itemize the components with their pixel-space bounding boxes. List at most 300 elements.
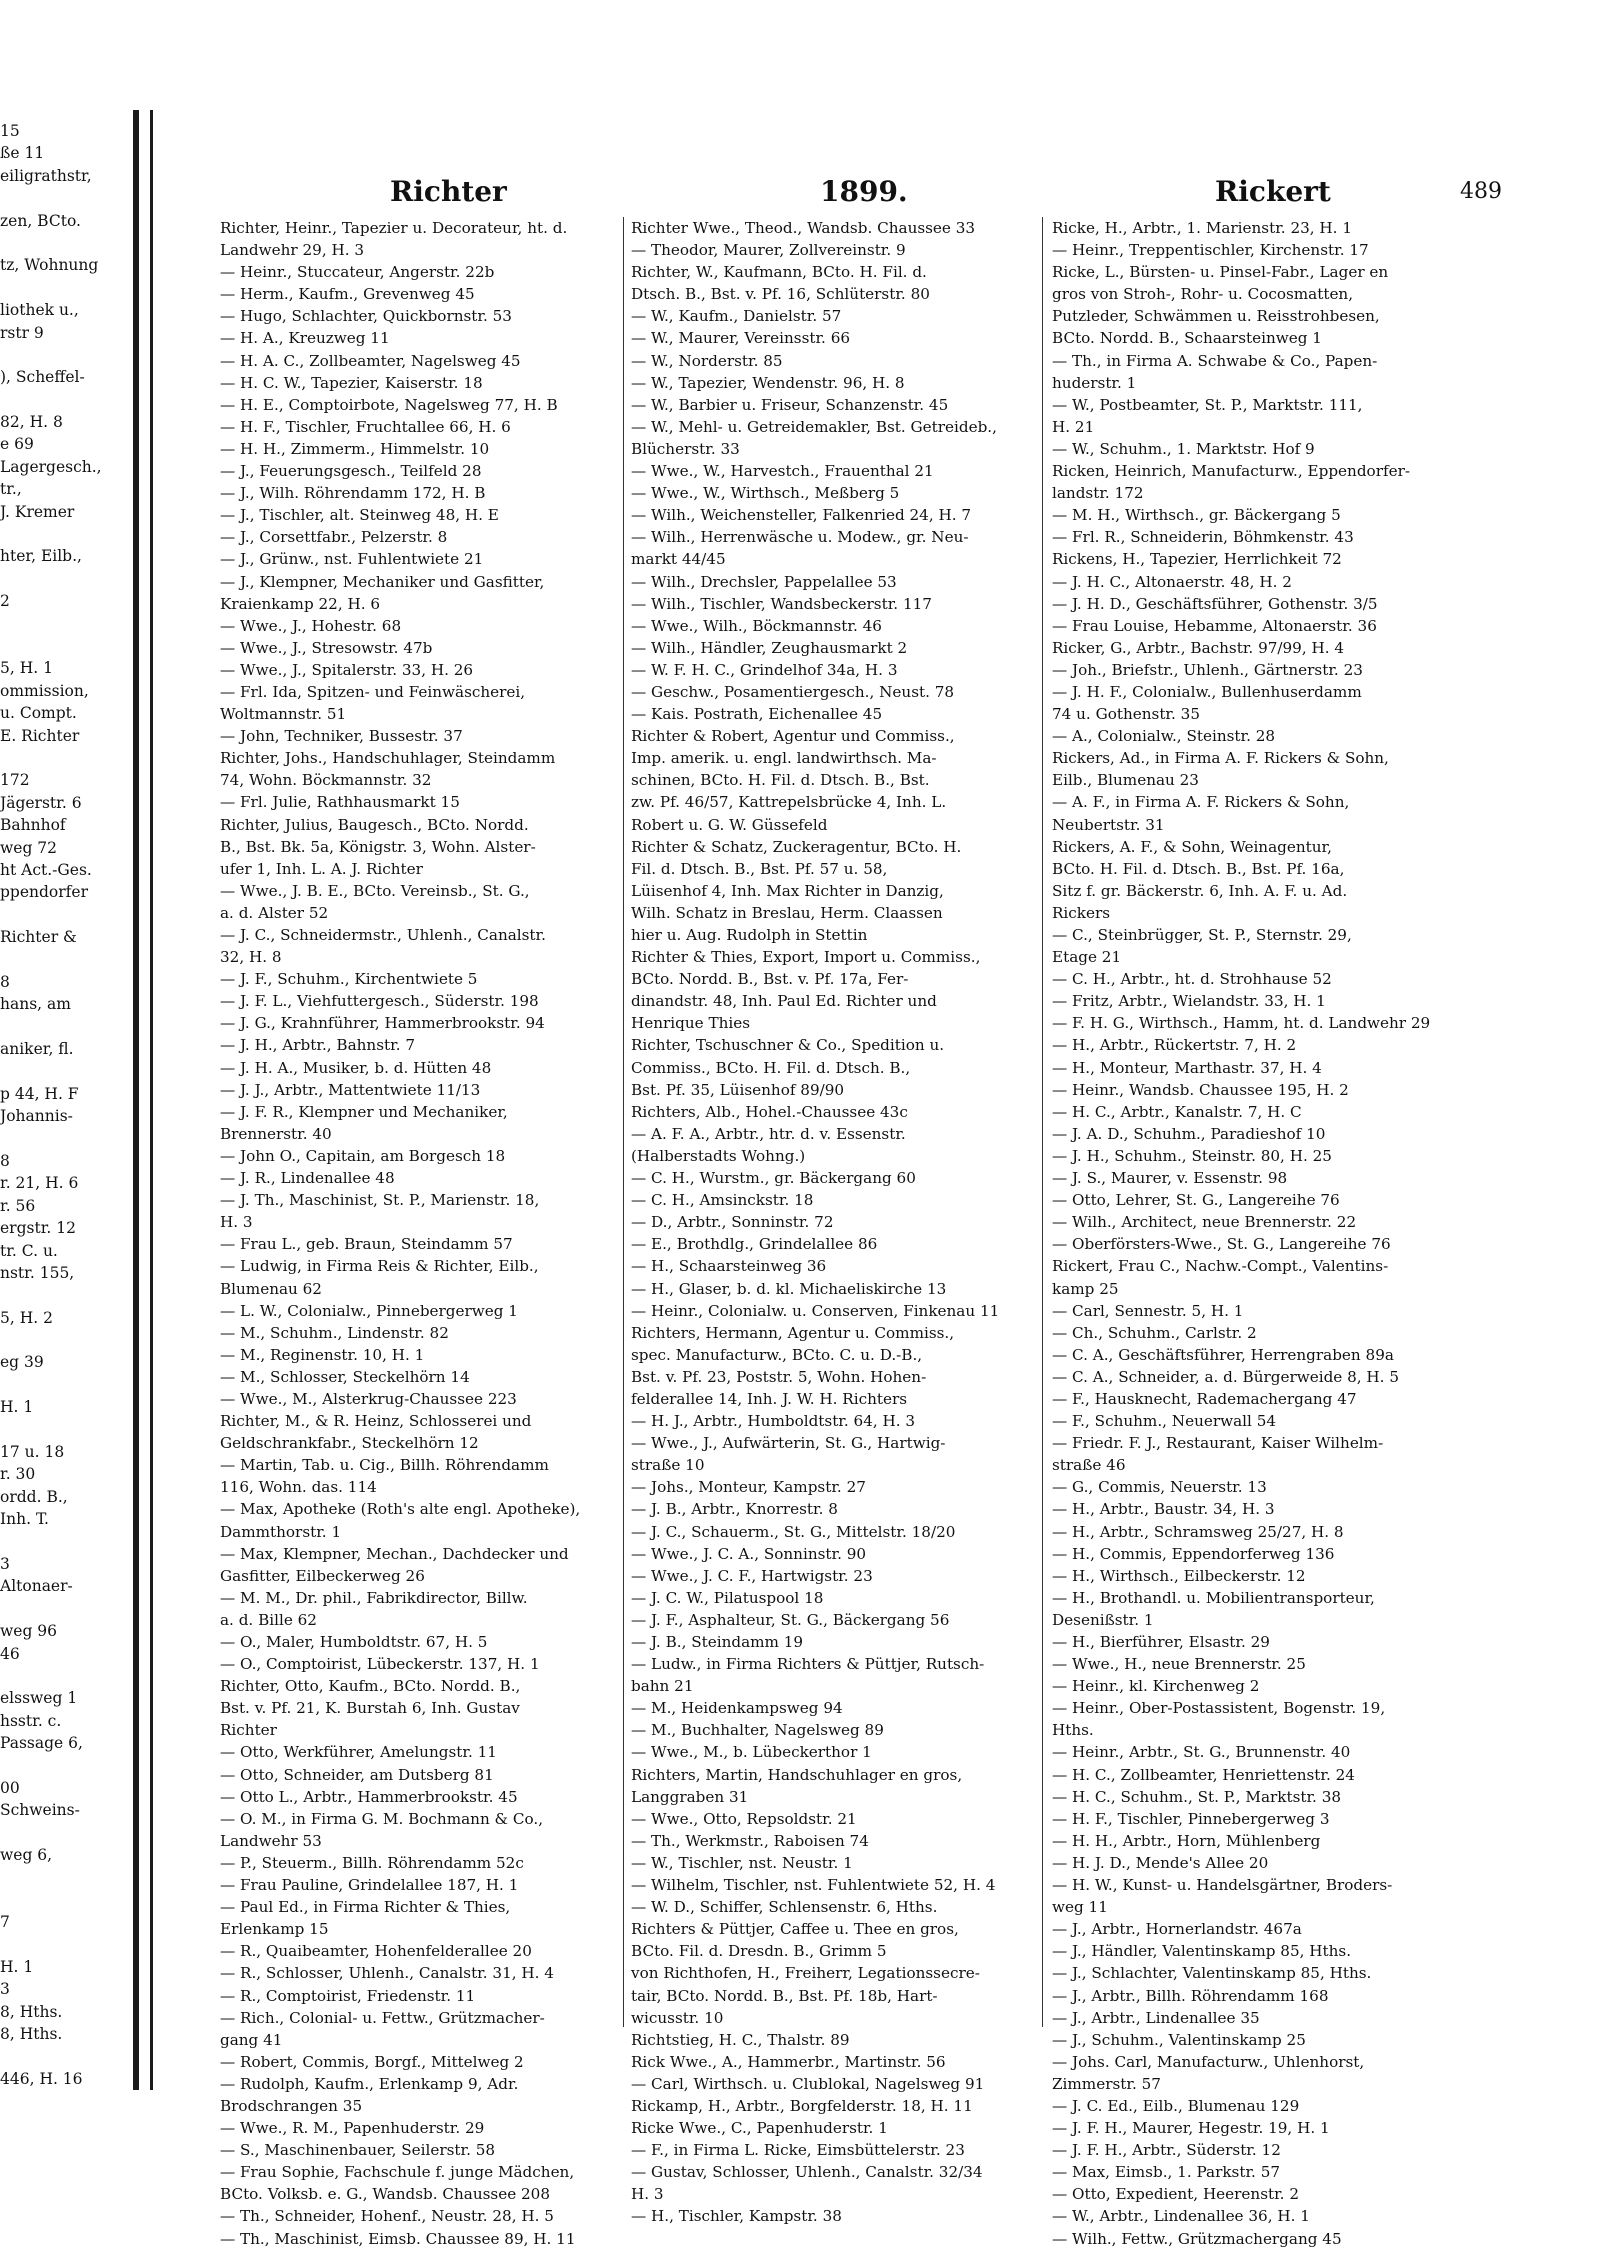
- column-rule: [623, 217, 624, 2027]
- directory-entry-line: — H. A., Kreuzweg 11: [220, 329, 390, 348]
- directory-entry-line: Rickers, A. F., & Sohn, Weinagentur,: [1052, 837, 1332, 856]
- directory-entry-line: landstr. 172: [1052, 484, 1144, 503]
- directory-entry-line: — M., Schlosser, Steckelhörn 14: [220, 1367, 470, 1386]
- directory-entry-line: — Wwe., J., Hohestr. 68: [220, 616, 402, 635]
- directory-entry-line: — J. J., Arbtr., Mattentwiete 11/13: [220, 1080, 481, 1099]
- directory-entry-line: — Carl, Sennestr. 5, H. 1: [1052, 1301, 1244, 1320]
- directory-entry-line: Bst. v. Pf. 23, Poststr. 5, Wohn. Hohen-: [631, 1367, 927, 1386]
- directory-entry-line: — J., Feuerungsgesch., Teilfeld 28: [220, 462, 482, 481]
- directory-entry-line: H. 3: [220, 1213, 253, 1232]
- directory-entry-line: Richter Wwe., Theod., Wandsb. Chaussee 33: [631, 219, 976, 237]
- directory-entry-line: Desenißstr. 1: [1052, 1610, 1154, 1629]
- edge-text-line: [0, 232, 60, 254]
- directory-entry-line: — J. H. D., Geschäftsführer, Gothenstr. 3/5: [1052, 594, 1378, 613]
- directory-entry-line: Richter, W., Kaufmann, BCto. H. Fil. d.: [631, 263, 927, 282]
- directory-entry-line: — Heinr., Treppentischler, Kirchenstr. 17: [1052, 241, 1369, 260]
- directory-entry-line: — M., Schuhm., Lindenstr. 82: [220, 1323, 449, 1342]
- directory-entry-line: — W., Tischler, nst. Neustr. 1: [631, 1853, 853, 1872]
- column-1: [220, 217, 613, 2248]
- edge-text-line: ), Scheffel-: [0, 368, 85, 387]
- directory-entry-line: — Robert, Commis, Borgf., Mittelweg 2: [220, 2052, 524, 2071]
- edge-text-line: [0, 1128, 60, 1150]
- directory-entry-line: — Heinr., Stuccateur, Angerstr. 22b: [220, 263, 495, 282]
- edge-text-line: [0, 277, 60, 299]
- directory-entry-line: — E., Brothdlg., Grindelallee 86: [631, 1235, 878, 1254]
- directory-entry-line: Rickert, Frau C., Nachw.-Compt., Valentins-: [1052, 1257, 1389, 1276]
- edge-text-line: nstr. 155,: [0, 1263, 75, 1282]
- directory-entry-line: — M. H., Wirthsch., gr. Bäckergang 5: [1052, 506, 1341, 525]
- directory-entry-line: straße 10: [631, 1456, 705, 1475]
- edge-text-line: 172: [0, 771, 30, 790]
- directory-entry-line: — J. S., Maurer, v. Essenstr. 98: [1052, 1169, 1288, 1188]
- directory-entry-line: Henrique Thies: [631, 1014, 751, 1033]
- directory-entry-line: — J., Grünw., nst. Fuhlentwiete 21: [220, 550, 484, 569]
- directory-entry-line: Blumenau 62: [220, 1279, 322, 1298]
- directory-entry-line: — H., Tischler, Kampstr. 38: [631, 2207, 842, 2226]
- directory-entry-line: — J. C., Schauerm., St. G., Mittelstr. 18/20: [631, 1522, 956, 1541]
- edge-text-line: Inh. T.: [0, 1510, 49, 1529]
- directory-entry-line: — Frau Pauline, Grindelallee 187, H. 1: [220, 1876, 519, 1895]
- directory-entry-line: Langgraben 31: [631, 1787, 749, 1806]
- edge-text-line: [0, 1822, 60, 1844]
- directory-entry-line: Richter, Julius, Baugesch., BCto. Nordd.: [220, 815, 529, 834]
- directory-entry-line: Ricken, Heinrich, Manufacturw., Eppendorfer-: [1052, 462, 1410, 481]
- directory-entry-line: — J. B., Arbtr., Knorrestr. 8: [631, 1500, 838, 1519]
- directory-entry-line: — J. H. A., Musiker, b. d. Hütten 48: [220, 1058, 492, 1077]
- directory-entry-line: — Frl. Ida, Spitzen- und Feinwäscherei,: [220, 682, 526, 701]
- edge-text-line: r. 56: [0, 1196, 36, 1215]
- directory-entry-line: — J. F. L., Viehfuttergesch., Süderstr. 198: [220, 992, 539, 1011]
- directory-entry-line: — Max, Apotheke (Roth's alte engl. Apotheke),: [220, 1500, 581, 1519]
- directory-entry-line: Richters, Hermann, Agentur u. Commiss.,: [631, 1323, 955, 1342]
- directory-entry-line: huderstr. 1: [1052, 373, 1137, 392]
- directory-entry-line: — H., Brothandl. u. Mobilientransporteur,: [1052, 1588, 1375, 1607]
- directory-entry-line: weg 11: [1052, 1898, 1108, 1917]
- directory-entry-line: — W., Maurer, Vereinsstr. 66: [631, 329, 851, 348]
- edge-text-line: [0, 635, 60, 657]
- edge-text-line: 446, H. 16: [0, 2069, 83, 2088]
- directory-entry-line: — A. F. A., Arbtr., htr. d. v. Essenstr.: [631, 1124, 906, 1143]
- directory-entry-line: — Frau Louise, Hebamme, Altonaerstr. 36: [1052, 616, 1377, 635]
- directory-entry-line: — F., in Firma L. Ricke, Eimsbüttelerstr. 23: [631, 2141, 965, 2160]
- directory-entry-line: — J., Arbtr., Hornerlandstr. 467a: [1052, 1920, 1302, 1939]
- edge-text-line: elssweg 1: [0, 1689, 78, 1708]
- edge-text-line: [0, 1598, 60, 1620]
- directory-entry-line: — J. Th., Maschinist, St. P., Marienstr. 18,: [220, 1191, 540, 1210]
- directory-entry-line: — Theodor, Maurer, Zollvereinstr. 9: [631, 241, 906, 260]
- directory-entry-line: Commiss., BCto. H. Fil. d. Dtsch. B.,: [631, 1058, 911, 1077]
- directory-entry-line: — Wilhelm, Tischler, nst. Fuhlentwiete 52, H. 4: [631, 1876, 996, 1895]
- directory-entry-line: — Max, Eimsb., 1. Parkstr. 57: [1052, 2163, 1281, 2182]
- directory-entry-line: — W., Kaufm., Danielstr. 57: [631, 307, 842, 326]
- edge-text-line: [0, 1016, 60, 1038]
- directory-entry-line: — J. F. H., Maurer, Hegestr. 19, H. 1: [1052, 2119, 1330, 2138]
- directory-entry-line: kamp 25: [1052, 1279, 1119, 1298]
- page-header: [220, 175, 1502, 215]
- directory-entry-line: BCto. H. Fil. d. Dtsch. B., Bst. Pf. 16a,: [1052, 859, 1345, 878]
- directory-entry-line: — Frl. Julie, Rathhausmarkt 15: [220, 793, 460, 812]
- directory-entry-line: felderallee 14, Inh. J. W. H. Richters: [631, 1389, 908, 1408]
- directory-entry-line: BCto. Nordd. B., Bst. v. Pf. 17a, Fer-: [631, 970, 909, 989]
- directory-entry-line: — M. M., Dr. phil., Fabrikdirector, Billw.: [220, 1588, 528, 1607]
- directory-entry-line: — J. H., Arbtr., Bahnstr. 7: [220, 1036, 416, 1055]
- edge-text-line: [0, 613, 60, 635]
- directory-entry-line: — Rich., Colonial- u. Fettw., Grützmacher-: [220, 2008, 545, 2027]
- directory-entry-line: Imp. amerik. u. engl. landwirthsch. Ma-: [631, 749, 937, 768]
- directory-entry-line: Rick Wwe., A., Hammerbr., Martinstr. 56: [631, 2052, 946, 2071]
- directory-entry-line: — A., Colonialw., Steinstr. 28: [1052, 727, 1276, 746]
- directory-entry-line: — Wilh., Händler, Zeughausmarkt 2: [631, 638, 908, 657]
- edge-text-line: 8: [0, 972, 10, 991]
- edge-text-line: r. 30: [0, 1465, 36, 1484]
- directory-entry-line: — John, Techniker, Bussestr. 37: [220, 727, 463, 746]
- directory-entry-line: zw. Pf. 46/57, Kattrepelsbrücke 4, Inh. L.: [631, 793, 947, 812]
- directory-entry-line: — J. C. Ed., Eilb., Blumenau 129: [1052, 2096, 1300, 2115]
- directory-entry-line: — Wwe., W., Harvestch., Frauenthal 21: [631, 462, 934, 481]
- directory-entry-line: — Frau Sophie, Fachschule f. junge Mädchen,: [220, 2163, 575, 2182]
- directory-entry-line: — C. H., Arbtr., ht. d. Strohhause 52: [1052, 970, 1332, 989]
- directory-entry-line: — C. A., Geschäftsführer, Herrengraben 89a: [1052, 1345, 1394, 1364]
- directory-entry-line: Ricker, G., Arbtr., Bachstr. 97/99, H. 4: [1052, 638, 1345, 657]
- directory-entry-line: — J. F., Asphalteur, St. G., Bäckergang 56: [631, 1610, 950, 1629]
- edge-text-line: hsstr. c.: [0, 1711, 62, 1730]
- edge-text-line: J. Kremer: [0, 502, 75, 521]
- directory-entry-line: Dammthorstr. 1: [220, 1522, 342, 1541]
- directory-entry-line: — H. F., Tischler, Pinnebergerweg 3: [1052, 1809, 1330, 1828]
- directory-entry-line: — H., Schaarsteinweg 36: [631, 1257, 827, 1276]
- directory-entry-line: — C. H., Wurstm., gr. Bäckergang 60: [631, 1169, 916, 1188]
- directory-entry-line: Richter, Heinr., Tapezier u. Decorateur, ht. d.: [220, 219, 568, 237]
- directory-entry-line: gang 41: [220, 2030, 283, 2049]
- edge-text-line: tz, Wohnung: [0, 256, 99, 275]
- header-left-catchword: Richter: [390, 175, 507, 208]
- directory-entry-line: Richters, Martin, Handschuhlager en gros,: [631, 1765, 963, 1784]
- directory-entry-line: — J., Corsettfabr., Pelzerstr. 8: [220, 528, 448, 547]
- directory-entry-line: — Wwe., R. M., Papenhuderstr. 29: [220, 2119, 485, 2138]
- edge-text-line: 17 u. 18: [0, 1443, 65, 1462]
- directory-entry-line: Rickens, H., Tapezier, Herrlichkeit 72: [1052, 550, 1342, 569]
- edge-text-line: [0, 389, 60, 411]
- directory-entry-line: — W., Arbtr., Lindenallee 36, H. 1: [1052, 2207, 1310, 2226]
- directory-entry-line: Landwehr 53: [220, 1831, 322, 1850]
- directory-entry-line: Richtstieg, H. C., Thalstr. 89: [631, 2030, 850, 2049]
- directory-entry-line: — H. H., Arbtr., Horn, Mühlenberg: [1052, 1831, 1321, 1850]
- directory-entry-line: — J. C., Schneidermstr., Uhlenh., Canalstr.: [220, 926, 546, 944]
- column-2: [631, 217, 1031, 2226]
- directory-entry-line: Woltmannstr. 51: [220, 705, 347, 724]
- directory-entry-line: — O., Maler, Humboldtstr. 67, H. 5: [220, 1633, 488, 1651]
- edge-text-line: hter, Eilb.,: [0, 547, 82, 566]
- directory-entry-line: — F., Schuhm., Neuerwall 54: [1052, 1412, 1277, 1431]
- edge-text-line: 7: [0, 1913, 10, 1932]
- directory-entry-line: — M., Buchhalter, Nagelsweg 89: [631, 1721, 884, 1740]
- directory-entry-line: hier u. Aug. Rudolph in Stettin: [631, 926, 868, 944]
- directory-entry-line: — H., Arbtr., Rückertstr. 7, H. 2: [1052, 1036, 1297, 1055]
- directory-entry-line: — C., Steinbrügger, St. P., Sternstr. 29,: [1052, 926, 1352, 944]
- directory-entry-line: 74, Wohn. Böckmannstr. 32: [220, 771, 432, 790]
- directory-entry-line: — Fritz, Arbtr., Wielandstr. 33, H. 1: [1052, 992, 1326, 1011]
- directory-entry-line: — W., Barbier u. Friseur, Schanzenstr. 45: [631, 395, 949, 414]
- directory-entry-line: — H. C. W., Tapezier, Kaiserstr. 18: [220, 373, 483, 392]
- edge-text-line: hans, am: [0, 995, 71, 1014]
- directory-entry-line: — Wwe., J. B. E., BCto. Vereinsb., St. G.,: [220, 881, 530, 900]
- directory-entry-line: — H. W., Kunst- u. Handelsgärtner, Broders-: [1052, 1876, 1393, 1895]
- directory-entry-line: Erlenkamp 15: [220, 1920, 329, 1939]
- directory-entry-line: — W., Schuhm., 1. Marktstr. Hof 9: [1052, 439, 1315, 458]
- edge-text-line: 2: [0, 592, 10, 611]
- edge-text-line: ordd. B.,: [0, 1487, 68, 1506]
- directory-entry-line: — Ludwig, in Firma Reis & Richter, Eilb.,: [220, 1257, 539, 1276]
- edge-text-line: 5, H. 2: [0, 1308, 53, 1327]
- directory-entry-line: Putzleder, Schwämmen u. Reisstrohbesen,: [1052, 307, 1380, 326]
- directory-entry-line: — Wwe., Wilh., Böckmannstr. 46: [631, 616, 882, 635]
- directory-entry-line: — Kais. Postrath, Eichenallee 45: [631, 705, 883, 724]
- directory-entry-line: — C. H., Amsinckstr. 18: [631, 1191, 814, 1210]
- edge-text-line: 8: [0, 1151, 10, 1170]
- directory-entry-line: bahn 21: [631, 1677, 694, 1696]
- directory-entry-line: — W., Norderstr. 85: [631, 351, 783, 370]
- directory-entry-line: a. d. Alster 52: [220, 903, 329, 922]
- edge-text-line: H. 1: [0, 1398, 34, 1417]
- directory-entry-line: — J., Tischler, alt. Steinweg 48, H. E: [220, 506, 499, 525]
- edge-text-line: 5, H. 1: [0, 659, 53, 678]
- directory-entry-line: — S., Maschinenbauer, Seilerstr. 58: [220, 2141, 496, 2160]
- directory-entry-line: — Joh., Briefstr., Uhlenh., Gärtnerstr. 23: [1052, 660, 1363, 679]
- edge-text-line: 15: [0, 122, 20, 140]
- directory-entry-line: — O., Comptoirist, Lübeckerstr. 137, H. 1: [220, 1655, 540, 1674]
- directory-entry-line: — H. J. D., Mende's Allee 20: [1052, 1853, 1269, 1872]
- directory-entry-line: schinen, BCto. H. Fil. d. Dtsch. B., Bst.: [631, 771, 930, 790]
- directory-entry-line: Brodschrangen 35: [220, 2096, 363, 2115]
- edge-text-line: zen, BCto.: [0, 211, 81, 230]
- directory-entry-line: Richter, Johs., Handschuhlager, Steindamm: [220, 749, 556, 768]
- edge-text-line: liothek u.,: [0, 301, 79, 320]
- directory-entry-line: — R., Quaibeamter, Hohenfelderallee 20: [220, 1942, 532, 1961]
- edge-text-line: weg 96: [0, 1622, 58, 1641]
- directory-entry-line: — A. F., in Firma A. F. Rickers & Sohn,: [1052, 793, 1350, 812]
- directory-entry-line: — H., Arbtr., Baustr. 34, H. 3: [1052, 1500, 1275, 1519]
- edge-text-line: Passage 6,: [0, 1734, 83, 1753]
- directory-entry-line: — Frau L., geb. Braun, Steindamm 57: [220, 1235, 513, 1254]
- edge-text-line: [0, 1060, 60, 1082]
- edge-text-line: [0, 523, 60, 545]
- directory-entry-line: — H. E., Comptoirbote, Nagelsweg 77, H. B: [220, 395, 558, 414]
- directory-entry-line: — Wwe., W., Wirthsch., Meßberg 5: [631, 484, 900, 503]
- directory-entry-line: — Wilh., Drechsler, Pappelallee 53: [631, 572, 897, 591]
- directory-entry-line: — Ludw., in Firma Richters & Püttjer, Rutsch-: [631, 1655, 985, 1674]
- edge-text-line: ht Act.-Ges.: [0, 860, 92, 879]
- edge-text-line: 3: [0, 1980, 10, 1999]
- directory-entry-line: BCto. Fil. d. Dresdn. B., Grimm 5: [631, 1942, 887, 1961]
- directory-entry-line: — Martin, Tab. u. Cig., Billh. Röhrendamm: [220, 1456, 549, 1475]
- directory-entry-line: spec. Manufacturw., BCto. C. u. D.-B.,: [631, 1345, 923, 1364]
- edge-text-line: 8, Hths.: [0, 2002, 63, 2021]
- directory-page: [220, 175, 1502, 2248]
- directory-entry-line: H. 21: [1052, 417, 1095, 436]
- header-year: 1899.: [820, 175, 908, 208]
- directory-entry-line: — H. C., Zollbeamter, Henriettenstr. 24: [1052, 1765, 1355, 1784]
- directory-entry-line: Richters, Alb., Hohel.-Chaussee 43c: [631, 1102, 908, 1121]
- directory-entry-line: — Wwe., J. C. A., Sonninstr. 90: [631, 1544, 867, 1563]
- directory-entry-line: — Wilh., Fettw., Grützmachergang 45: [1052, 2229, 1342, 2248]
- directory-entry-line: Sitz f. gr. Bäckerstr. 6, Inh. A. F. u. Ad.: [1052, 881, 1348, 900]
- directory-entry-line: H. 3: [631, 2185, 664, 2204]
- directory-entry-line: Wilh. Schatz in Breslau, Herm. Claassen: [631, 903, 943, 922]
- directory-entry-line: Neubertstr. 31: [1052, 815, 1165, 834]
- directory-entry-line: Richters & Püttjer, Caffee u. Thee en gros,: [631, 1920, 959, 1939]
- directory-entry-line: Rickamp, H., Arbtr., Borgfelderstr. 18, H. 11: [631, 2096, 973, 2115]
- book-spine-shadow: [133, 110, 139, 2090]
- directory-entry-line: — Johs., Monteur, Kampstr. 27: [631, 1478, 866, 1497]
- header-right-catchword: Rickert: [1215, 175, 1331, 208]
- directory-entry-line: — P., Steuerm., Billh. Röhrendamm 52c: [220, 1853, 524, 1872]
- directory-entry-line: — W. F. H. C., Grindelhof 34a, H. 3: [631, 660, 898, 679]
- directory-entry-line: — Otto, Schneider, am Dutsberg 81: [220, 1765, 494, 1784]
- directory-entry-line: — O. M., in Firma G. M. Bochmann & Co.,: [220, 1809, 544, 1828]
- directory-entry-line: — J. F., Schuhm., Kirchentwiete 5: [220, 970, 478, 989]
- directory-entry-line: Gasfitter, Eilbeckerweg 26: [220, 1566, 425, 1585]
- directory-entry-line: Kraienkamp 22, H. 6: [220, 594, 381, 613]
- edge-text-line: p 44, H. F: [0, 1084, 79, 1103]
- directory-entry-line: — H., Monteur, Marthastr. 37, H. 4: [1052, 1058, 1322, 1077]
- directory-entry-line: — J., Arbtr., Billh. Röhrendamm 168: [1052, 1986, 1329, 2005]
- directory-entry-line: Ricke, H., Arbtr., 1. Marienstr. 23, H. 1: [1052, 219, 1352, 237]
- directory-entry-line: B., Bst. Bk. 5a, Königstr. 3, Wohn. Alster-: [220, 837, 536, 856]
- edge-text-line: [0, 2046, 60, 2068]
- column-3: [1052, 217, 1482, 2248]
- directory-entry-line: — H., Arbtr., Schramsweg 25/27, H. 8: [1052, 1522, 1344, 1541]
- directory-entry-line: BCto. Nordd. B., Schaarsteinweg 1: [1052, 329, 1322, 348]
- directory-entry-line: — M., Reginenstr. 10, H. 1: [220, 1345, 425, 1364]
- directory-entry-line: — J. H. C., Altonaerstr. 48, H. 2: [1052, 572, 1292, 591]
- directory-entry-line: — Rudolph, Kaufm., Erlenkamp 9, Adr.: [220, 2074, 519, 2093]
- directory-entry-line: — Heinr., Ober-Postassistent, Bogenstr. 19,: [1052, 1699, 1386, 1718]
- directory-entry-line: — J., Klempner, Mechaniker und Gasfitter,: [220, 572, 545, 591]
- edge-text-line: weg 6,: [0, 1846, 53, 1865]
- directory-entry-line: Richter, M., & R. Heinz, Schlosserei und: [220, 1412, 532, 1431]
- edge-text-line: [0, 568, 60, 590]
- directory-entry-line: — W. D., Schiffer, Schlensenstr. 6, Hths.: [631, 1898, 938, 1917]
- directory-entry-line: — H., Commis, Eppendorferweg 136: [1052, 1544, 1335, 1563]
- directory-entry-line: — Wilh., Tischler, Wandsbeckerstr. 117: [631, 594, 932, 613]
- directory-entry-line: — Friedr. F. J., Restaurant, Kaiser Wilhelm-: [1052, 1434, 1384, 1453]
- edge-text-line: eiligrathstr,: [0, 166, 92, 185]
- directory-entry-line: Robert u. G. W. Güssefeld: [631, 815, 828, 834]
- directory-entry-line: Ricke Wwe., C., Papenhuderstr. 1: [631, 2119, 888, 2138]
- directory-entry-line: — J., Händler, Valentinskamp 85, Hths.: [1052, 1942, 1352, 1961]
- directory-entry-line: — Wwe., Otto, Repsoldstr. 21: [631, 1809, 857, 1828]
- directory-entry-line: Geldschrankfabr., Steckelhörn 12: [220, 1434, 479, 1453]
- directory-entry-line: — Th., Schneider, Hohenf., Neustr. 28, H. 5: [220, 2207, 554, 2226]
- edge-text-line: [0, 747, 60, 769]
- directory-entry-line: — D., Arbtr., Sonninstr. 72: [631, 1213, 834, 1232]
- directory-entry-line: Zimmerstr. 57: [1052, 2074, 1161, 2093]
- directory-entry-line: — M., Heidenkampsweg 94: [631, 1699, 843, 1718]
- edge-text-line: 00: [0, 1778, 20, 1797]
- directory-entry-line: markt 44/45: [631, 550, 726, 569]
- directory-entry-line: Fil. d. Dtsch. B., Bst. Pf. 57 u. 58,: [631, 859, 888, 878]
- directory-entry-line: — H. F., Tischler, Fruchtallee 66, H. 6: [220, 417, 511, 436]
- edge-text-line: 8, Hths.: [0, 2025, 63, 2044]
- directory-entry-line: — Wwe., M., Alsterkrug-Chaussee 223: [220, 1389, 517, 1408]
- edge-text-line: [0, 187, 60, 209]
- directory-entry-line: 74 u. Gothenstr. 35: [1052, 705, 1200, 724]
- directory-entry-line: — J. R., Lindenallee 48: [220, 1169, 395, 1188]
- edge-text-line: ommission,: [0, 681, 89, 700]
- directory-entry-line: — H., Wirthsch., Eilbeckerstr. 12: [1052, 1566, 1306, 1585]
- edge-text-line: tr. C. u.: [0, 1241, 58, 1260]
- edge-text-line: [0, 1866, 60, 1888]
- directory-entry-line: Richter & Robert, Agentur und Commiss.,: [631, 727, 955, 746]
- directory-entry-line: ufer 1, Inh. L. A. J. Richter: [220, 859, 423, 878]
- directory-entry-line: BCto. Volksb. e. G., Wandsb. Chaussee 208: [220, 2185, 550, 2204]
- directory-entry-line: wicusstr. 10: [631, 2008, 724, 2027]
- directory-entry-line: — H. C., Arbtr., Kanalstr. 7, H. C: [1052, 1102, 1302, 1121]
- directory-entry-line: — Herm., Kaufm., Grevenweg 45: [220, 285, 475, 304]
- directory-entry-line: — Wwe., M., b. Lübeckerthor 1: [631, 1743, 872, 1762]
- directory-entry-line: — W., Tapezier, Wendenstr. 96, H. 8: [631, 373, 905, 392]
- edge-text-line: Johannis-: [0, 1107, 73, 1126]
- directory-entry-line: — J. F. H., Arbtr., Süderstr. 12: [1052, 2141, 1281, 2160]
- directory-entry-line: — Otto L., Arbtr., Hammerbrookstr. 45: [220, 1787, 518, 1806]
- edge-text-line: [0, 1665, 60, 1687]
- directory-entry-line: Richter & Thies, Export, Import u. Commiss.,: [631, 948, 981, 967]
- edge-text-line: 46: [0, 1644, 20, 1663]
- directory-entry-line: — Otto, Werkführer, Amelungstr. 11: [220, 1743, 497, 1762]
- directory-entry-line: — Wilh., Architect, neue Brennerstr. 22: [1052, 1213, 1357, 1232]
- directory-entry-line: — R., Comptoirist, Friedenstr. 11: [220, 1986, 476, 2005]
- directory-entry-line: — J., Arbtr., Lindenallee 35: [1052, 2008, 1260, 2027]
- directory-entry-line: — Wwe., H., neue Brennerstr. 25: [1052, 1655, 1306, 1674]
- directory-entry-line: — J. H., Schuhm., Steinstr. 80, H. 25: [1052, 1146, 1332, 1165]
- edge-text-line: ppendorfer: [0, 883, 88, 902]
- directory-entry-line: — Heinr., kl. Kirchenweg 2: [1052, 1677, 1260, 1696]
- directory-entry-line: — H. A. C., Zollbeamter, Nagelsweg 45: [220, 351, 521, 370]
- directory-entry-line: — L. W., Colonialw., Pinnebergerweg 1: [220, 1301, 518, 1320]
- directory-entry-line: gros von Stroh-, Rohr- u. Cocosmatten,: [1052, 285, 1354, 304]
- directory-entry-line: — John O., Capitain, am Borgesch 18: [220, 1146, 506, 1165]
- directory-entry-line: — Wwe., J., Spitalerstr. 33, H. 26: [220, 660, 474, 679]
- edge-text-line: [0, 344, 60, 366]
- edge-text-line: Lagergesch.,: [0, 457, 102, 476]
- directory-entry-line: — H. C., Schuhm., St. P., Marktstr. 38: [1052, 1787, 1342, 1806]
- directory-entry-line: Richter: [220, 1721, 277, 1740]
- directory-entry-line: — Wwe., J., Aufwärterin, St. G., Hartwig-: [631, 1434, 946, 1453]
- directory-entry-line: — Th., Werkmstr., Raboisen 74: [631, 1831, 869, 1850]
- edge-text-line: [0, 948, 60, 970]
- directory-entry-line: 116, Wohn. das. 114: [220, 1478, 377, 1497]
- directory-entry-line: Rickers: [1052, 903, 1111, 922]
- edge-text-line: [0, 1329, 60, 1351]
- directory-entry-line: — J., Schuhm., Valentinskamp 25: [1052, 2030, 1306, 2049]
- left-page-edge: [0, 120, 102, 2110]
- directory-entry-line: Bst. v. Pf. 21, K. Burstah 6, Inh. Gustav: [220, 1699, 520, 1718]
- directory-entry-line: — Wilh., Weichensteller, Falkenried 24, H. 7: [631, 506, 972, 525]
- directory-entry-line: Ricke, L., Bürsten- u. Pinsel-Fabr., Lager en: [1052, 263, 1389, 282]
- directory-entry-line: — R., Schlosser, Uhlenh., Canalstr. 31, H. 4: [220, 1964, 554, 1983]
- directory-entry-line: — Wwe., J. C. F., Hartwigstr. 23: [631, 1566, 873, 1585]
- directory-entry-line: — H. H., Zimmerm., Himmelstr. 10: [220, 439, 490, 458]
- edge-text-line: [0, 904, 60, 926]
- directory-entry-line: — Otto, Lehrer, St. G., Langereihe 76: [1052, 1191, 1340, 1210]
- directory-entry-line: — J., Schlachter, Valentinskamp 85, Hths.: [1052, 1964, 1372, 1983]
- directory-entry-line: Richter, Otto, Kaufm., BCto. Nordd. B.,: [220, 1677, 521, 1696]
- edge-text-line: aniker, fl.: [0, 1040, 74, 1059]
- directory-entry-line: — F. H. G., Wirthsch., Hamm, ht. d. Landwehr 29: [1052, 1014, 1431, 1033]
- directory-entry-line: — J. B., Steindamm 19: [631, 1633, 804, 1651]
- edge-text-line: Jägerstr. 6: [0, 793, 82, 812]
- directory-entry-line: — Heinr., Colonialw. u. Conserven, Finkenau 11: [631, 1301, 1000, 1320]
